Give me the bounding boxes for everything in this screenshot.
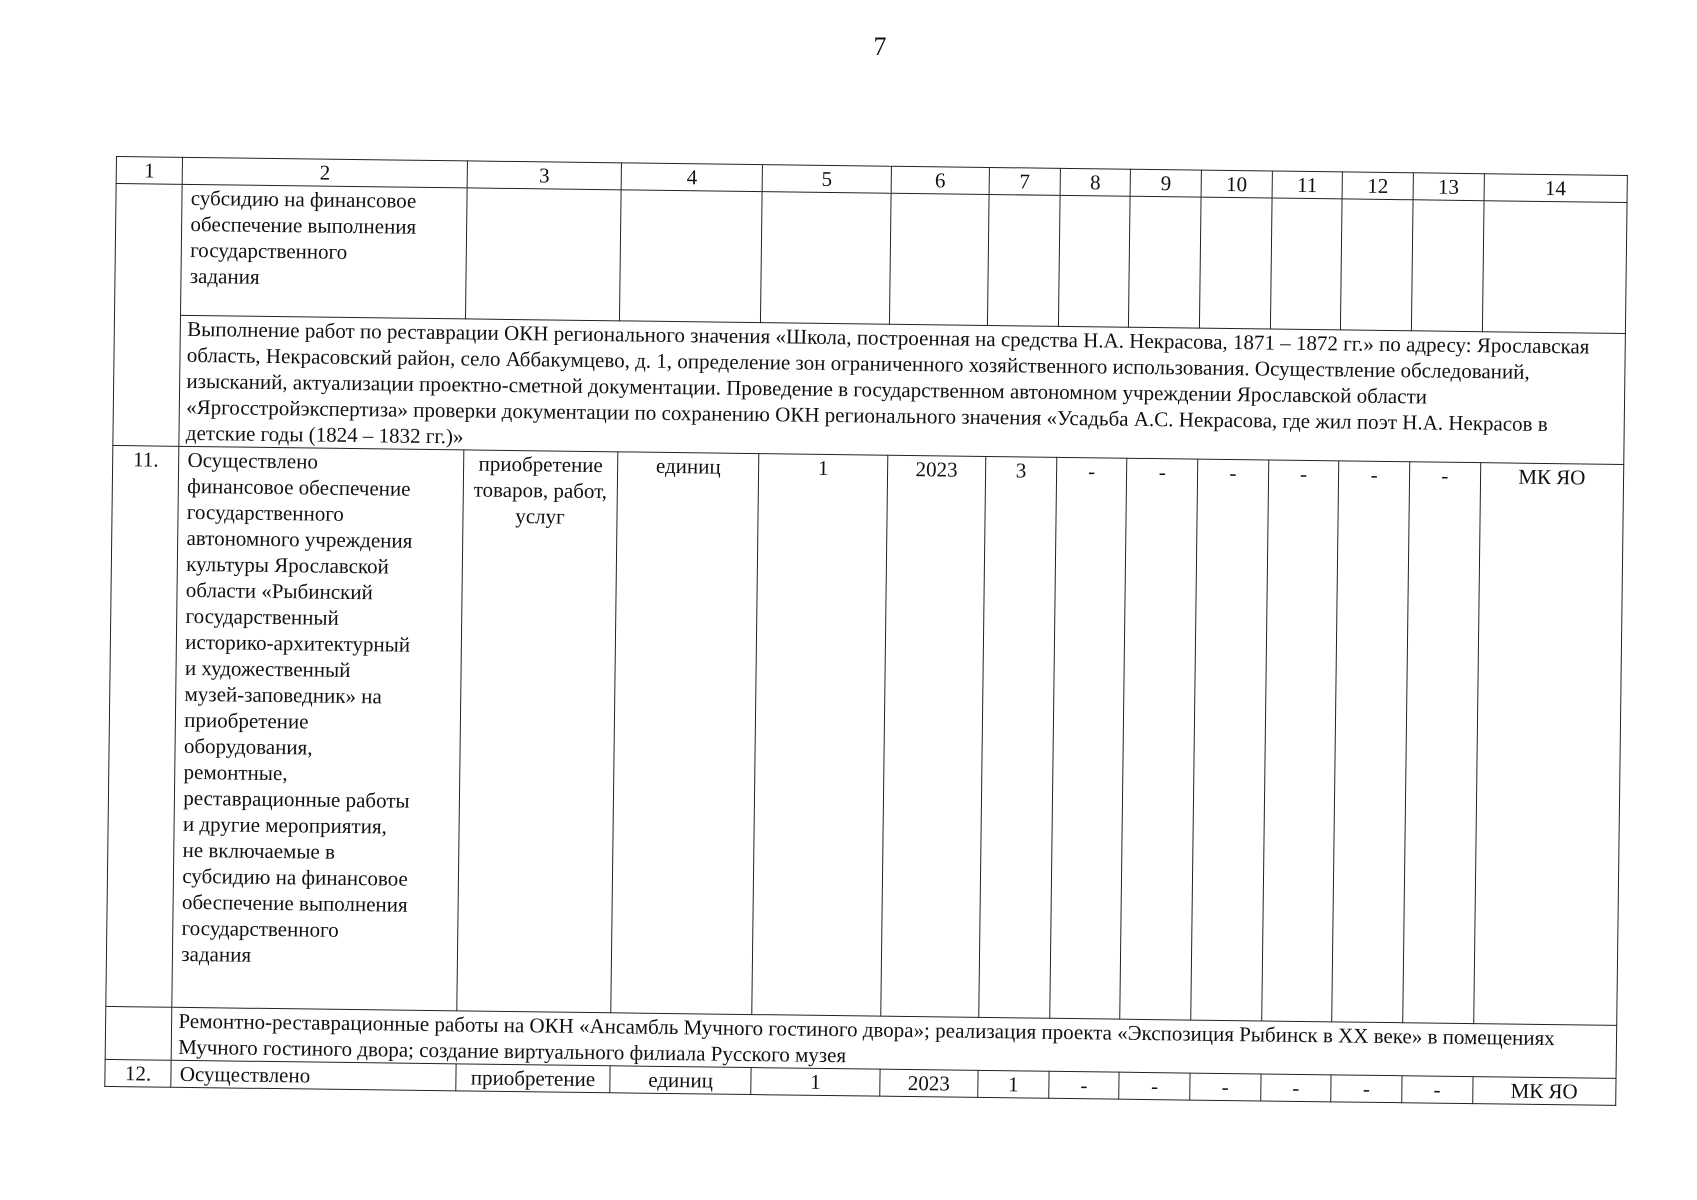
cell-col7: 3 (979, 456, 1057, 1018)
cell-empty (1199, 197, 1271, 329)
cell-description: Осуществлено финансовое обеспечение государственного автономного учреждения культуры Ярославской области «Рыбинский государственный историко-архитектурный и художественный музей-заповедник» на приобретение оборудования, ремонтные, реставрационные работы и другие мероприятия, не включаемые в субсидию на финансовое обеспечение выполнения государственного задания (172, 446, 464, 1011)
col-header-8: 8 (1060, 168, 1131, 196)
cell-col13: - (1403, 462, 1481, 1024)
cell-row-number: 12. (105, 1059, 172, 1087)
cell-col9: - (1119, 1072, 1190, 1100)
cell-info-text: Выполнение работ по реставрации ОКН регионального значения «Школа, построенная на средства Н.А. Некрасова, 1871 – 1872 гг.» по адресу: Ярославская область, Некрасовский район, село Аббакумцево, д. 1, определение зон ограниченного хозяйственного использования. Осуществление обследований, изысканий, актуализации проектно-сметной документации. Проведение в государственном автономном учреждении Ярославской области «Яргосстройэкспертиза» проверки документации по сохранению ОКН регионального значения «Усадьба А.С. Некрасова, где жил поэт Н.А. Некрасов в детские годы (1824 – 1832 гг.)» (179, 315, 1625, 464)
cell-col9: - (1120, 458, 1198, 1020)
col-header-9: 9 (1130, 169, 1201, 197)
cell-empty (1270, 198, 1342, 330)
col-header-5: 5 (762, 165, 891, 194)
cell-responsible: МК ЯО (1472, 1077, 1616, 1106)
cell-indicator: приобретение товаров, работ, услуг (457, 450, 618, 1013)
cell-unit: единиц (610, 1066, 752, 1095)
cell-empty (465, 188, 621, 321)
cell-empty (988, 194, 1060, 326)
col-header-1: 1 (116, 157, 183, 185)
col-header-12: 12 (1342, 172, 1413, 200)
cell-row-number: 11. (106, 445, 179, 1007)
cell-empty (620, 190, 763, 323)
cell-empty (889, 193, 989, 325)
cell-year: 2023 (880, 455, 985, 1017)
plan-table (104, 156, 1628, 1106)
cell-empty-number (113, 184, 183, 447)
table-row-11 (106, 445, 1624, 1025)
cell-empty-number (105, 1006, 172, 1060)
cell-col12: - (1332, 461, 1410, 1023)
cell-col5: 1 (751, 1068, 880, 1097)
col-header-14: 14 (1484, 174, 1628, 203)
cell-indicator: приобретение (456, 1064, 610, 1093)
cell-description-continued: субсидию на финансовое обеспечение выполнения государственного задания (181, 184, 467, 319)
cell-responsible: МК ЯО (1473, 463, 1623, 1026)
cell-unit: единиц (611, 452, 759, 1015)
cell-empty (1411, 200, 1483, 332)
page-number: 7 (873, 32, 887, 61)
cell-col8: - (1050, 457, 1128, 1019)
cell-col10: - (1191, 459, 1269, 1021)
cell-col11: - (1261, 460, 1339, 1022)
cell-empty (761, 192, 891, 325)
cell-info-text: Ремонтно-реставрационные работы на ОКН «Ансамбль Мучного гостиного двора»; реализация проекта «Экспозиция Рыбинск в XX веке» в помещениях Мучного гостиного двора; создание виртуального филиала Русского музея (171, 1007, 1616, 1078)
table-row-info-1 (113, 314, 1626, 464)
cell-col7: 1 (978, 1070, 1049, 1098)
cell-year: 2023 (879, 1069, 978, 1097)
col-header-10: 10 (1201, 170, 1272, 198)
cell-empty (1058, 195, 1130, 327)
col-header-7: 7 (989, 167, 1060, 195)
col-header-11: 11 (1272, 171, 1343, 199)
col-header-2: 2 (182, 157, 467, 188)
col-header-3: 3 (467, 161, 621, 190)
cell-col13: - (1402, 1076, 1473, 1104)
cell-col11: - (1260, 1074, 1331, 1102)
cell-col12: - (1331, 1075, 1402, 1103)
cell-empty (1129, 196, 1201, 328)
table-container (104, 156, 1628, 1106)
col-header-4: 4 (621, 163, 763, 192)
cell-col5: 1 (752, 454, 887, 1017)
col-header-13: 13 (1413, 173, 1484, 201)
cell-col8: - (1049, 1071, 1120, 1099)
cell-col10: - (1190, 1073, 1261, 1101)
cell-description: Осуществлено (171, 1060, 456, 1091)
col-header-6: 6 (891, 166, 990, 194)
table-row-continuation (115, 184, 1628, 334)
cell-empty (1482, 201, 1627, 334)
cell-empty (1341, 199, 1413, 331)
